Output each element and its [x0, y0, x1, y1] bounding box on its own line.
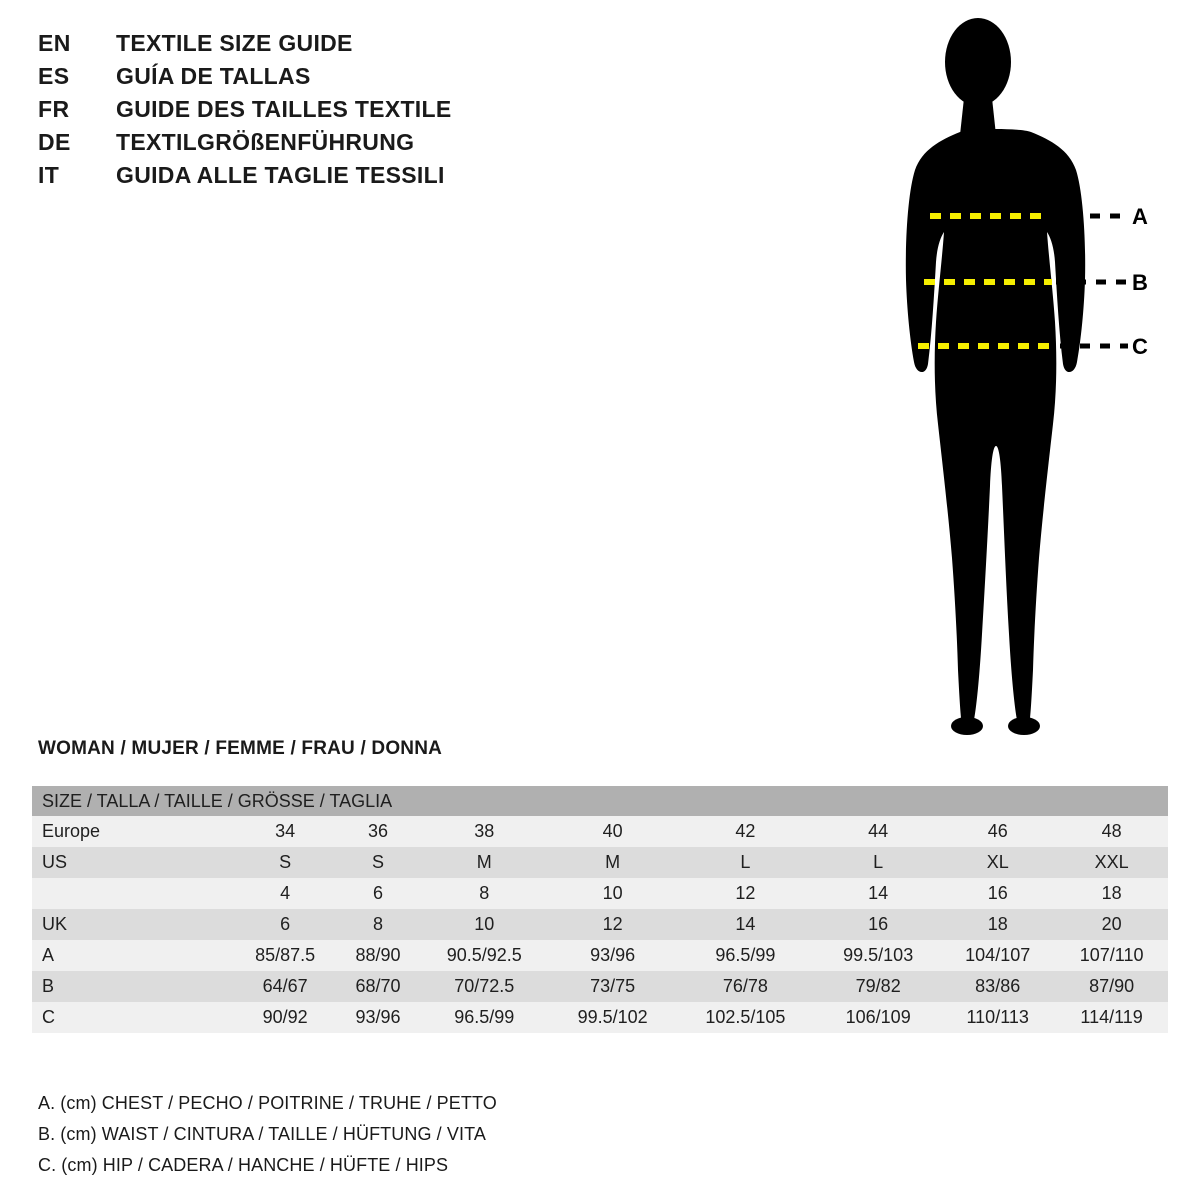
table-row: [32, 878, 1168, 909]
row-label-b: B: [32, 971, 232, 1002]
title-text-de: TEXTILGRÖßENFÜHRUNG: [116, 129, 415, 155]
cell: 46: [940, 816, 1055, 847]
cell: 6: [338, 878, 418, 909]
cell: M: [551, 847, 675, 878]
title-block: [38, 30, 558, 195]
marker-label-c: C: [1132, 334, 1148, 359]
cell: 12: [551, 909, 675, 940]
title-row-es: [38, 63, 558, 96]
cell: 8: [338, 909, 418, 940]
language-code-fr: FR: [38, 96, 70, 122]
cell: 114/119: [1055, 1002, 1168, 1033]
cell: 4: [232, 878, 338, 909]
cell: 14: [675, 909, 817, 940]
cell: 40: [551, 816, 675, 847]
title-text-it: GUIDA ALLE TAGLIE TESSILI: [116, 162, 445, 188]
title-text-en: TEXTILE SIZE GUIDE: [116, 30, 353, 56]
table-row: [32, 847, 1168, 878]
table-row: [32, 909, 1168, 940]
table-header-label: SIZE / TALLA / TAILLE / GRÖSSE / TAGLIA: [32, 786, 1168, 816]
cell: 34: [232, 816, 338, 847]
cell: 87/90: [1055, 971, 1168, 1002]
footnote-b: B. (cm) WAIST / CINTURA / TAILLE / HÜFTUNG / VITA: [38, 1124, 486, 1144]
cell: 36: [338, 816, 418, 847]
table-row: [32, 940, 1168, 971]
marker-label-a: A: [1132, 204, 1148, 229]
language-code-it: IT: [38, 162, 60, 188]
cell: 14: [816, 878, 940, 909]
cell: 102.5/105: [675, 1002, 817, 1033]
language-code-de: DE: [38, 129, 71, 155]
language-code-es: ES: [38, 63, 70, 89]
table-header-row: [32, 786, 1168, 816]
cell: 106/109: [816, 1002, 940, 1033]
cell: 90/92: [232, 1002, 338, 1033]
cell: 79/82: [816, 971, 940, 1002]
cell: 20: [1055, 909, 1168, 940]
cell: 85/87.5: [232, 940, 338, 971]
cell: XXL: [1055, 847, 1168, 878]
cell: 96.5/99: [418, 1002, 551, 1033]
row-label-uk: UK: [32, 909, 232, 940]
row-label-a: A: [32, 940, 232, 971]
footnotes: [38, 1088, 838, 1181]
row-label-europe: Europe: [32, 816, 232, 847]
marker-label-b: B: [1132, 270, 1148, 295]
cell: 96.5/99: [675, 940, 817, 971]
size-table: [32, 786, 1168, 1033]
cell: S: [232, 847, 338, 878]
cell: 38: [418, 816, 551, 847]
title-row-it: [38, 162, 558, 195]
measurement-figure: [860, 10, 1190, 750]
cell: 48: [1055, 816, 1168, 847]
cell: 104/107: [940, 940, 1055, 971]
cell: 76/78: [675, 971, 817, 1002]
cell: 8: [418, 878, 551, 909]
cell: 10: [418, 909, 551, 940]
row-label-c: C: [32, 1002, 232, 1033]
table-row: [32, 1002, 1168, 1033]
cell: 64/67: [232, 971, 338, 1002]
footnote-c: C. (cm) HIP / CADERA / HANCHE / HÜFTE / HIPS: [38, 1155, 449, 1175]
footnote-a: A. (cm) CHEST / PECHO / POITRINE / TRUHE / PETTO: [38, 1093, 497, 1113]
cell: 73/75: [551, 971, 675, 1002]
cell: 99.5/103: [816, 940, 940, 971]
title-text-es: GUÍA DE TALLAS: [116, 63, 311, 89]
cell: 10: [551, 878, 675, 909]
cell: 68/70: [338, 971, 418, 1002]
table-row: [32, 816, 1168, 847]
cell: 44: [816, 816, 940, 847]
woman-silhouette-icon: [860, 10, 1190, 750]
table-row: [32, 971, 1168, 1002]
cell: 110/113: [940, 1002, 1055, 1033]
cell: 16: [816, 909, 940, 940]
title-row-en: [38, 30, 558, 63]
cell: 18: [940, 909, 1055, 940]
title-row-de: [38, 129, 558, 162]
cell: S: [338, 847, 418, 878]
cell: 12: [675, 878, 817, 909]
cell: 107/110: [1055, 940, 1168, 971]
cell: L: [816, 847, 940, 878]
cell: L: [675, 847, 817, 878]
cell: M: [418, 847, 551, 878]
cell: XL: [940, 847, 1055, 878]
cell: 70/72.5: [418, 971, 551, 1002]
cell: 18: [1055, 878, 1168, 909]
cell: 88/90: [338, 940, 418, 971]
cell: 6: [232, 909, 338, 940]
cell: 16: [940, 878, 1055, 909]
row-label-us: US: [32, 847, 232, 878]
title-text-fr: GUIDE DES TAILLES TEXTILE: [116, 96, 452, 122]
title-row-fr: [38, 96, 558, 129]
row-label-us-numeric: [32, 878, 232, 909]
cell: 42: [675, 816, 817, 847]
cell: 99.5/102: [551, 1002, 675, 1033]
cell: 93/96: [338, 1002, 418, 1033]
language-code-en: EN: [38, 30, 71, 56]
section-heading: WOMAN / MUJER / FEMME / FRAU / DONNA: [38, 738, 443, 759]
cell: 83/86: [940, 971, 1055, 1002]
cell: 90.5/92.5: [418, 940, 551, 971]
cell: 93/96: [551, 940, 675, 971]
